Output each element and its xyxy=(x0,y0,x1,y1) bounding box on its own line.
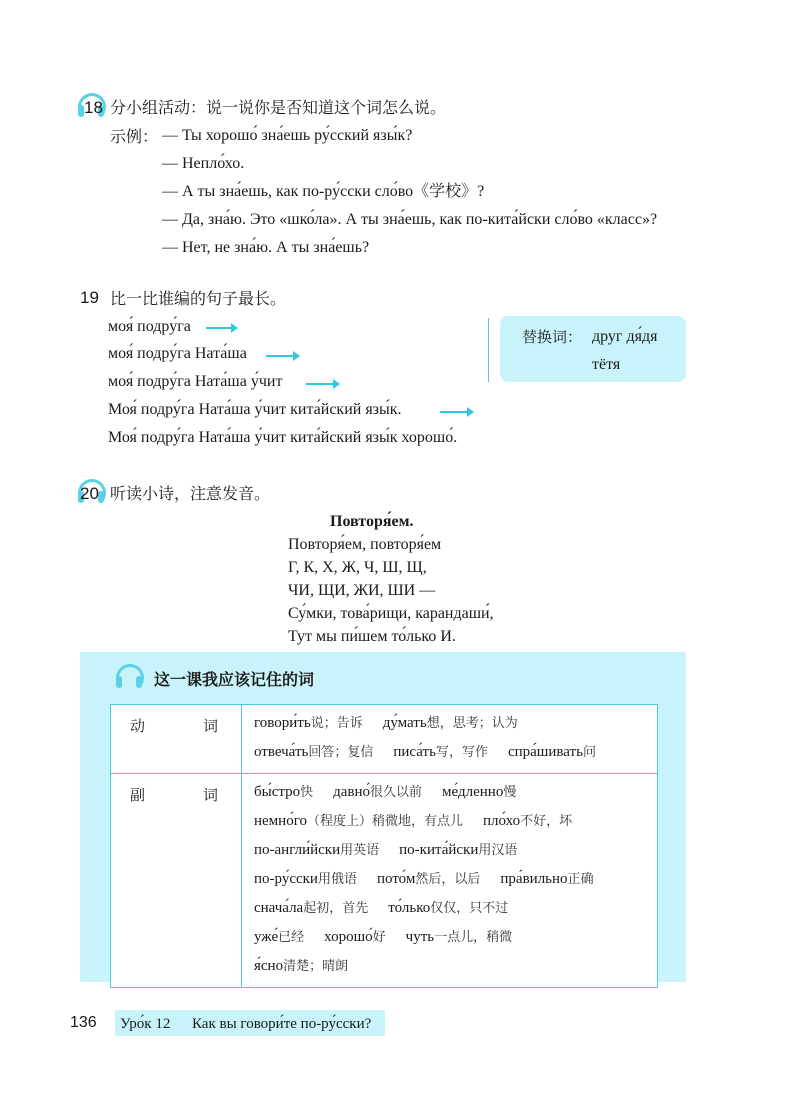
list-item: по-ру́сски用俄语 пото́м然后，以后 пра́вильно正确 xyxy=(254,871,594,887)
exercise-18-title: 分小组活动：说一说你是否知道这个词怎么说。 xyxy=(110,98,447,117)
sentence-line: моя́ подру́га Ната́ша у́чит xyxy=(108,373,283,390)
table-row xyxy=(111,774,658,988)
footer-lesson: Уро́к 12 xyxy=(120,1016,171,1032)
dialogue-line: — Да, зна́ю. Это «шко́ла». А ты зна́ешь, как по-кита́йски сло́во «класс»? xyxy=(162,211,658,228)
example-label: 示例： xyxy=(110,127,159,146)
dialogue-line: — А ты зна́ешь, как по-ру́сски сло́во《学校》? xyxy=(162,183,485,200)
list-item: по-англи́йски用英语 по-кита́йски用汉语 xyxy=(254,842,518,858)
headphones-icon xyxy=(116,664,142,694)
arrow-right-icon xyxy=(440,411,472,413)
dialogue-line: — Нет, не зна́ю. А ты зна́ешь? xyxy=(162,239,370,256)
list-item: уже́已经 хорошо́好 чуть一点儿，稍微 xyxy=(254,929,513,945)
list-item: бы́стро快 давно́很久以前 ме́дленно慢 xyxy=(254,784,517,800)
dialogue-line: — Непло́хо. xyxy=(162,155,245,172)
list-item: немно́го（程度上）稍微地，有点儿 пло́хо不好，坏 xyxy=(254,813,573,829)
replacement-words: тётя xyxy=(592,356,621,373)
sentence-line: Моя́ подру́га Ната́ша у́чит кита́йский язы́к хорошо́. xyxy=(108,429,458,446)
table-row xyxy=(111,705,658,774)
exercise-19-title: 比一比谁编的句子最长。 xyxy=(110,289,287,308)
dialogue-line: — Ты хорошо́ зна́ешь ру́сский язы́к? xyxy=(162,127,413,144)
sentence-line: Моя́ подру́га Ната́ша у́чит кита́йский язы́к. xyxy=(108,401,402,418)
exercise-number-18: 18 xyxy=(84,98,103,117)
poem-line: ЧИ, ЩИ, ЖИ, ШИ — xyxy=(288,582,436,599)
category-adverbs: 副 词 xyxy=(111,774,242,988)
poem-line: Повторя́ем, повторя́ем xyxy=(288,536,442,553)
list-item: снача́ла起初，首先 то́лько仅仅，只不过 xyxy=(254,900,509,916)
replacement-words: друг дя́дя xyxy=(592,328,658,345)
sentence-line: моя́ подру́га xyxy=(108,318,191,335)
list-item: отвеча́ть回答；复信 писа́ть写，写作 спра́шивать问 xyxy=(254,744,596,760)
adverb-list xyxy=(242,774,658,988)
list-item: говори́ть说；告诉 ду́мать想，思考；认为 xyxy=(254,715,518,731)
exercise-number-20: 20 xyxy=(80,484,99,503)
poem-title: Повторя́ем. xyxy=(330,513,414,530)
vocabulary-title: 这一课我应该记住的词 xyxy=(154,670,315,689)
vocabulary-table xyxy=(110,704,658,988)
arrow-right-icon xyxy=(266,355,298,357)
exercise-20-title: 听读小诗，注意发音。 xyxy=(110,484,271,503)
poem-line: Тут мы пи́шем то́лько И. xyxy=(288,628,456,645)
page-number: 136 xyxy=(70,1014,97,1031)
category-verbs: 动 词 xyxy=(111,705,242,774)
arrow-right-icon xyxy=(306,383,338,385)
arrow-right-icon xyxy=(206,327,236,329)
footer-lesson-title: Как вы говори́те по-ру́сски? xyxy=(192,1016,372,1032)
poem-line: Су́мки, това́рищи, карандаши́, xyxy=(288,605,494,622)
replacement-label: 替换词： xyxy=(522,328,583,346)
divider-line xyxy=(488,318,489,382)
verb-list xyxy=(242,705,658,774)
list-item: я́сно清楚；晴朗 xyxy=(254,958,349,974)
exercise-number-19: 19 xyxy=(80,288,99,307)
poem-line: Г, К, Х, Ж, Ч, Ш, Щ, xyxy=(288,559,427,576)
sentence-line: моя́ подру́га Ната́ша xyxy=(108,345,247,362)
